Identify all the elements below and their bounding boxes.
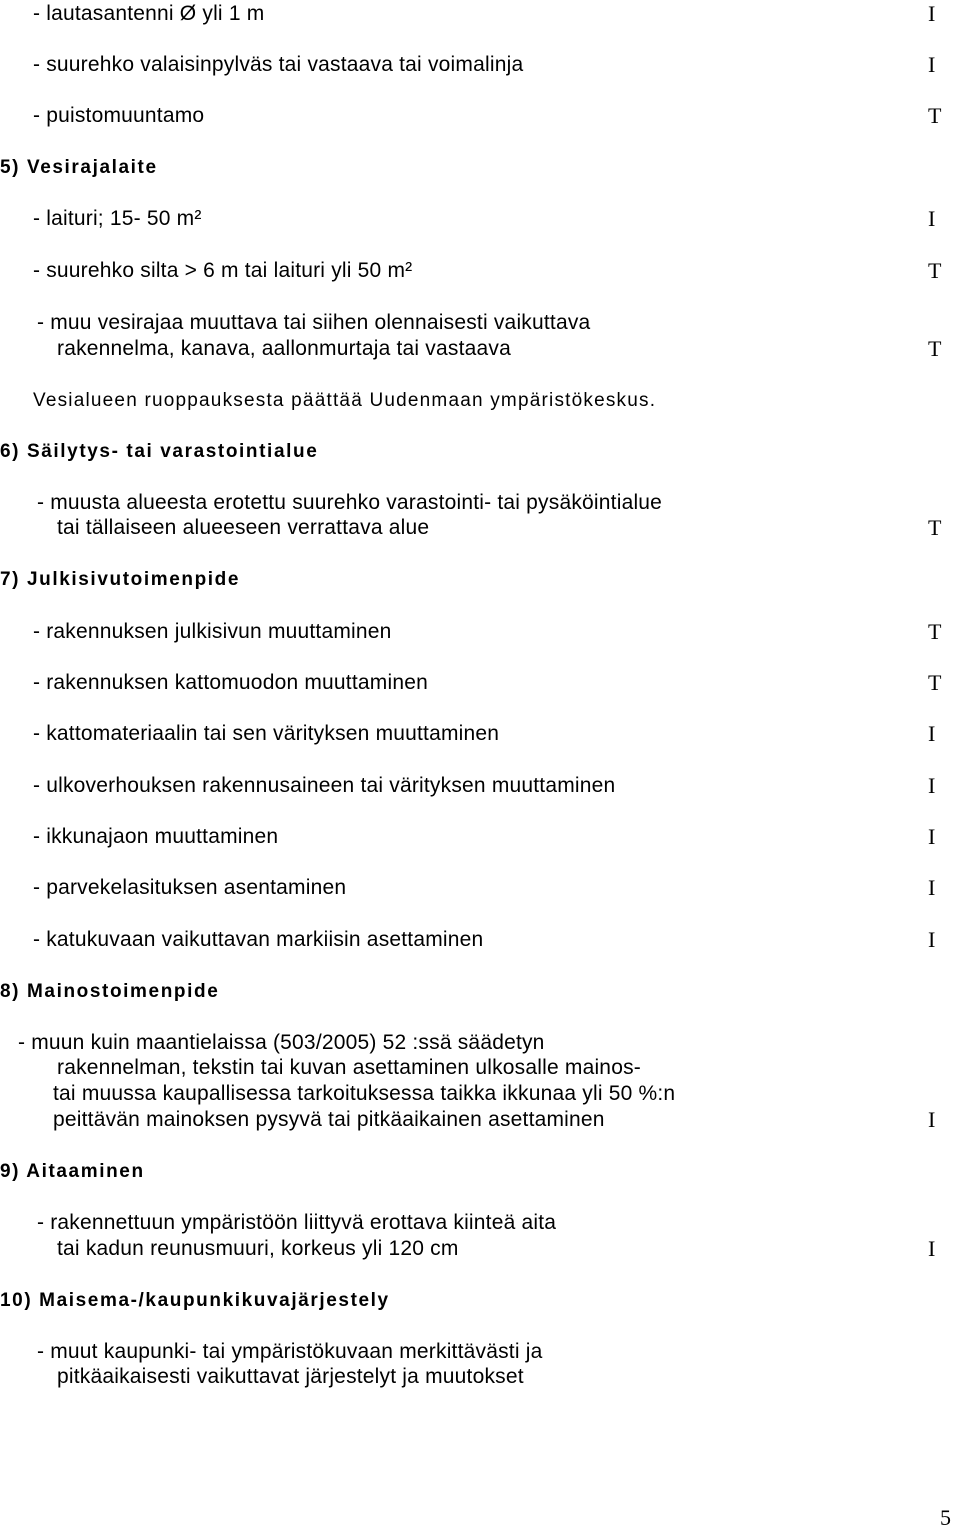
list-item-text-continued: rakennelman, tekstin tai kuvan asettaminen ulkosalle mainos- (57, 1056, 641, 1079)
list-item-text: - rakennuksen kattomuodon muuttaminen (33, 671, 428, 694)
permit-code: T (928, 258, 942, 283)
list-item-text-continued: rakennelma, kanava, aallonmurtaja tai vastaava (57, 337, 511, 360)
section-heading: 5) Vesirajalaite (0, 157, 158, 178)
permit-code: T (928, 670, 942, 695)
list-item-text-continued: peittävän mainoksen pysyvä tai pitkäaikainen asettaminen (53, 1108, 605, 1131)
list-item-text: - muut kaupunki- tai ympäristökuvaan merkittävästi ja (37, 1340, 543, 1363)
permit-code: I (928, 1107, 936, 1132)
permit-code: I (928, 206, 936, 231)
list-item-text-continued: pitkäaikaisesti vaikuttavat järjestelyt ja muutokset (57, 1365, 524, 1388)
section-heading: 9) Aitaaminen (0, 1161, 145, 1182)
list-item-text: - katukuvaan vaikuttavan markiisin asettaminen (33, 928, 484, 951)
list-item-text: - laituri; 15- 50 m² (33, 207, 202, 230)
permit-code: T (928, 336, 942, 361)
permit-code: T (928, 103, 942, 128)
note-text: Vesialueen ruoppauksesta päättää Uudenmaan ympäristökeskus. (33, 390, 657, 411)
permit-code: T (928, 619, 942, 644)
list-item-text: - lautasantenni Ø yli 1 m (33, 2, 265, 25)
list-item-text-continued: tai muussa kaupallisessa tarkoituksessa taikka ikkunaa yli 50 %:n (53, 1082, 676, 1105)
list-item-text: - ulkoverhouksen rakennusaineen tai värityksen muuttaminen (33, 774, 616, 797)
permit-code: T (928, 515, 942, 540)
list-item-text: - ikkunajaon muuttaminen (33, 825, 279, 848)
list-item-text: - parvekelasituksen asentaminen (33, 876, 347, 899)
list-item-text: - puistomuuntamo (33, 104, 205, 127)
permit-code: I (928, 927, 936, 952)
section-heading: 7) Julkisivutoimenpide (0, 569, 241, 590)
permit-code: I (928, 773, 936, 798)
list-item-text: - suurehko silta > 6 m tai laituri yli 50 m² (33, 259, 413, 282)
list-item-text: - rakennuksen julkisivun muuttaminen (33, 620, 392, 643)
section-heading: 10) Maisema-/kaupunkikuvajärjestely (0, 1290, 390, 1311)
list-item-text-continued: tai kadun reunusmuuri, korkeus yli 120 cm (57, 1237, 459, 1260)
permit-code: I (928, 1, 936, 26)
permit-code: I (928, 721, 936, 746)
permit-code: I (928, 52, 936, 77)
list-item-text: - muun kuin maantielaissa (503/2005) 52 :ssä säädetyn (18, 1031, 545, 1054)
section-heading: 8) Mainostoimenpide (0, 981, 220, 1002)
list-item-text-continued: tai tällaiseen alueeseen verrattava alue (57, 516, 430, 539)
page-number: 5 (940, 1505, 951, 1530)
list-item-text: - kattomateriaalin tai sen värityksen muuttaminen (33, 722, 500, 745)
list-item-text: - muusta alueesta erotettu suurehko varastointi- tai pysäköintialue (37, 491, 663, 514)
list-item-text: - rakennettuun ympäristöön liittyvä erottava kiinteä aita (37, 1211, 557, 1234)
permit-code: I (928, 824, 936, 849)
permit-code: I (928, 875, 936, 900)
permit-code: I (928, 1236, 936, 1261)
section-heading: 6) Säilytys- tai varastointialue (0, 441, 319, 462)
list-item-text: - muu vesirajaa muuttava tai siihen olennaisesti vaikuttava (37, 311, 591, 334)
list-item-text: - suurehko valaisinpylväs tai vastaava tai voimalinja (33, 53, 524, 76)
